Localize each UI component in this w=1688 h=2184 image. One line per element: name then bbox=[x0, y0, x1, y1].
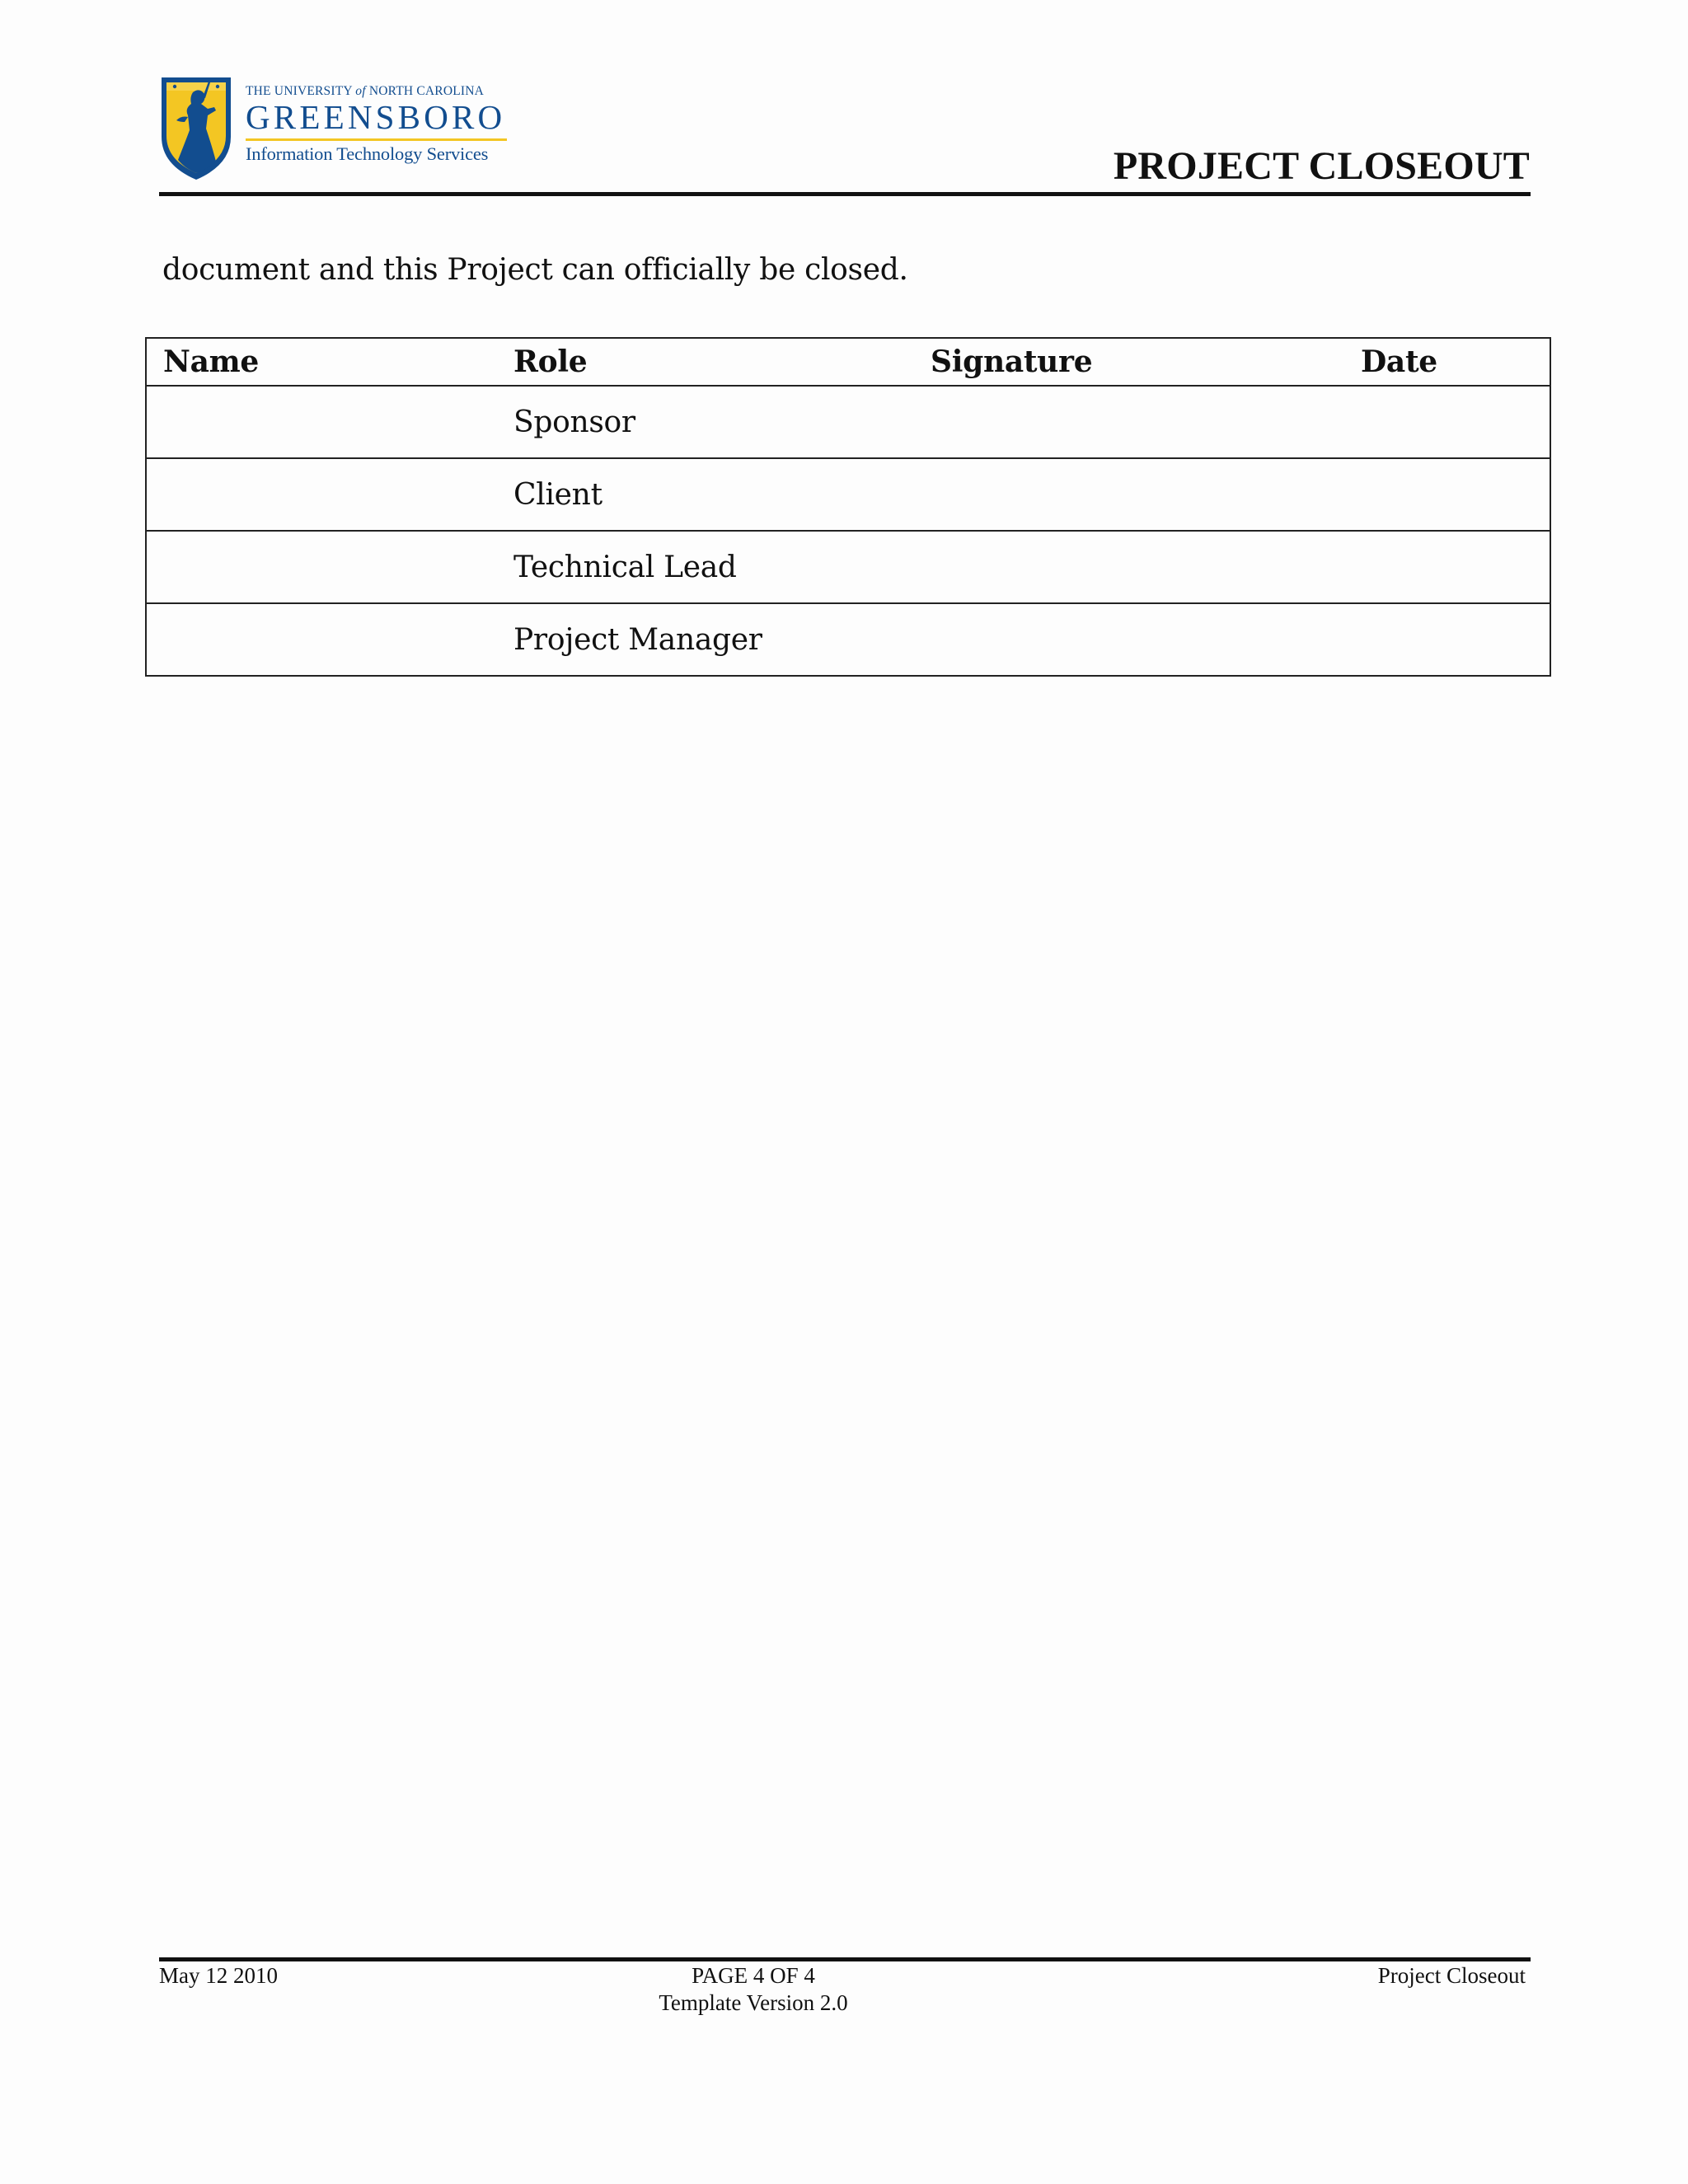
footer-date: May 12 2010 bbox=[159, 1963, 278, 1988]
logo-university-suffix: NORTH CAROLINA bbox=[365, 84, 485, 98]
logo-university-of: of bbox=[355, 84, 366, 98]
footer-page-number: PAGE 4 OF 4 bbox=[692, 1963, 815, 1988]
logo-university-prefix: THE UNIVERSITY bbox=[246, 84, 356, 98]
date-cell[interactable] bbox=[1344, 386, 1550, 458]
signature-cell[interactable] bbox=[914, 603, 1344, 676]
column-header-signature: Signature bbox=[914, 338, 1344, 386]
logo-gold-rule bbox=[246, 138, 507, 141]
header-divider bbox=[159, 192, 1531, 196]
table-header-row bbox=[146, 338, 1550, 386]
column-header-name: Name bbox=[146, 338, 497, 386]
name-cell[interactable] bbox=[146, 386, 497, 458]
signature-cell[interactable] bbox=[914, 458, 1344, 531]
name-cell[interactable] bbox=[146, 458, 497, 531]
logo-university-line bbox=[246, 84, 509, 99]
signoff-table bbox=[145, 337, 1551, 677]
page-title: PROJECT CLOSEOUT bbox=[1113, 144, 1530, 188]
column-header-date: Date bbox=[1344, 338, 1550, 386]
table-row bbox=[146, 531, 1550, 603]
name-cell[interactable] bbox=[146, 531, 497, 603]
university-shield-icon bbox=[160, 73, 232, 181]
footer-divider bbox=[159, 1957, 1531, 1961]
signature-cell[interactable] bbox=[914, 531, 1344, 603]
footer-template-version: Template Version 2.0 bbox=[659, 1990, 848, 2015]
signature-cell[interactable] bbox=[914, 386, 1344, 458]
role-cell: Client bbox=[497, 458, 914, 531]
date-cell[interactable] bbox=[1344, 603, 1550, 676]
role-cell: Sponsor bbox=[497, 386, 914, 458]
logo-wordmark bbox=[246, 84, 509, 166]
table-row bbox=[146, 603, 1550, 676]
logo-greensboro: GREENSBORO bbox=[246, 98, 506, 136]
table-row bbox=[146, 458, 1550, 531]
footer-document-name: Project Closeout bbox=[1377, 1963, 1526, 1988]
date-cell[interactable] bbox=[1344, 458, 1550, 531]
name-cell[interactable] bbox=[146, 603, 497, 676]
intro-text: document and this Project can officially be closed. bbox=[162, 253, 908, 287]
role-cell: Project Manager bbox=[497, 603, 914, 676]
role-cell: Technical Lead bbox=[497, 531, 914, 603]
logo-department: Information Technology Services bbox=[246, 143, 489, 164]
table-row bbox=[146, 386, 1550, 458]
column-header-role: Role bbox=[497, 338, 914, 386]
uncg-its-logo bbox=[160, 73, 510, 183]
date-cell[interactable] bbox=[1344, 531, 1550, 603]
